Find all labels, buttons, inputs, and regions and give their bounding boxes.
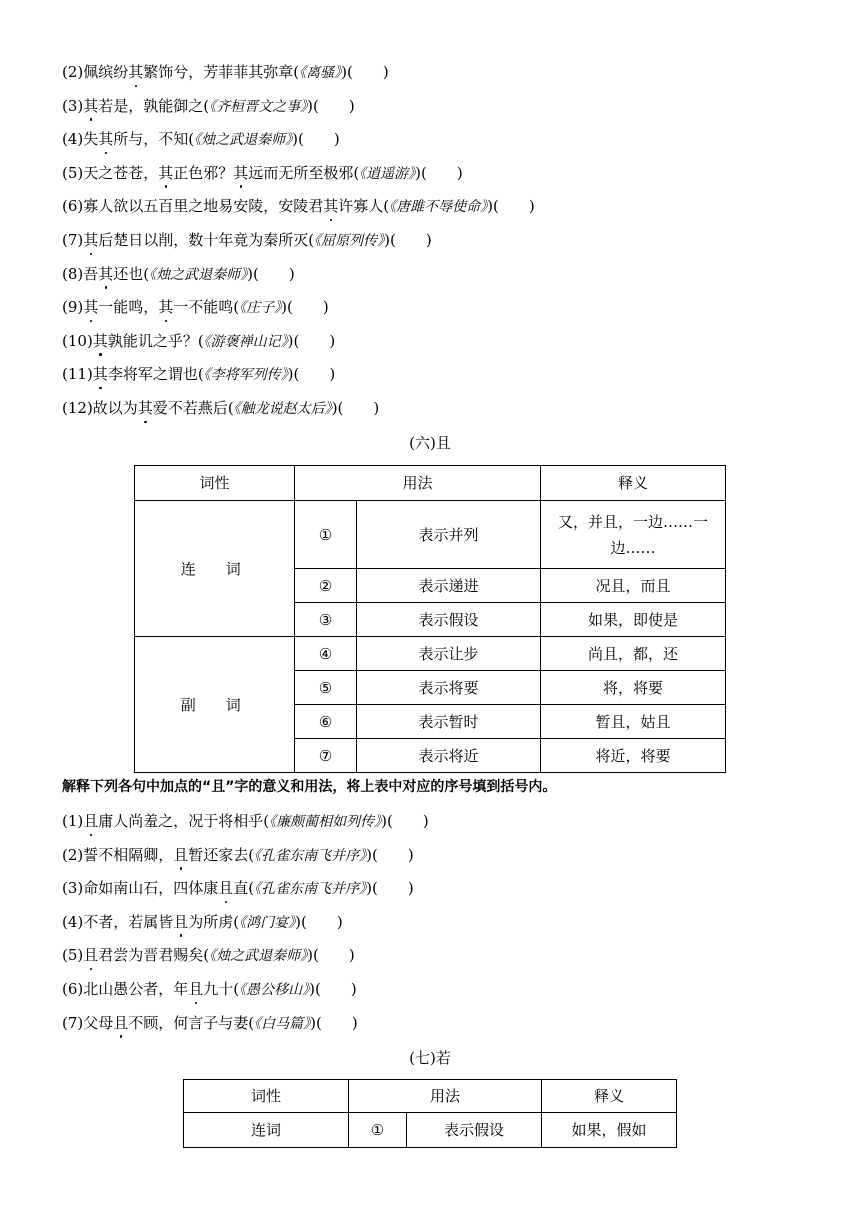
- usage-desc: 表示将要: [357, 671, 541, 705]
- source-title: 《愚公移山》: [239, 982, 310, 998]
- exercise-sentence: [62, 230, 432, 251]
- source-title: 《烛之武退秦师》: [209, 948, 308, 965]
- source-title: 《游褒禅山记》: [203, 333, 288, 350]
- dotted-word: 且: [83, 946, 99, 965]
- sentence-text: 许寡人(: [338, 197, 390, 216]
- sentence-text: 誓不相隔卿，: [83, 845, 174, 864]
- sentence-text: 寡人欲以五百里之地易安陵，安陵君: [83, 197, 324, 216]
- exercise-sentence: [62, 845, 414, 866]
- source-title: 《屈原列传》: [314, 233, 385, 249]
- usage-meaning: 将近，将要: [541, 739, 726, 773]
- dotted-word: 其: [83, 231, 99, 249]
- source-title: 《廉颇蔺相如列传》: [269, 814, 382, 830]
- sentence-text: 父母: [83, 1013, 114, 1032]
- sentence-number: (4): [62, 912, 84, 931]
- answer-blank: )( ): [331, 399, 380, 417]
- sentence-text: 后楚日以削，数十年竟为秦所灭(: [98, 231, 315, 249]
- sentence-text: 正色邪？: [173, 163, 234, 182]
- dotted-word: 其: [158, 163, 174, 182]
- usage-number: ①: [349, 1113, 407, 1148]
- dotted-word: 且: [188, 980, 204, 998]
- sentence-text: 不者，若属皆: [83, 912, 174, 931]
- answer-blank: )( ): [381, 812, 429, 830]
- dotted-word: 且: [113, 1013, 129, 1032]
- answer-blank: )( ): [307, 96, 355, 115]
- sentence-text: 为所虏(: [188, 912, 240, 931]
- exercise-sentence: [62, 398, 379, 419]
- usage-meaning: 将，将要: [541, 671, 726, 705]
- sentence-text: 佩缤纷: [83, 63, 129, 81]
- exercise-sentence: [62, 264, 295, 285]
- usage-desc: 表示暂时: [357, 705, 541, 739]
- source-title: 《孔雀东南飞并序》: [254, 847, 367, 864]
- source-title: 《齐桓晋文之事》: [209, 98, 308, 115]
- source-title: 《触龙说赵太后》: [233, 401, 332, 417]
- usage-number: ⑥: [295, 705, 357, 739]
- answer-blank: )( ): [487, 197, 535, 216]
- dotted-word: 且: [218, 879, 234, 898]
- dotted-word: 且: [173, 845, 189, 864]
- usage-number: ⑤: [295, 671, 357, 705]
- category-adverb: 副 词: [135, 637, 295, 773]
- exercise-sentence: [62, 196, 535, 217]
- category-conjunction: 连词: [184, 1113, 349, 1148]
- sentence-text: 远而无所至极邪(: [248, 163, 360, 182]
- sentence-text: 不顾，何言子与妻(: [128, 1013, 255, 1032]
- answer-blank: )( ): [307, 946, 355, 965]
- exercise-sentence: [62, 1013, 358, 1034]
- sentence-text: 吾: [83, 264, 99, 283]
- category-conjunction: 连 词: [135, 501, 295, 637]
- table-header-usage: 用法: [349, 1080, 542, 1113]
- exercise-sentence: [62, 912, 343, 933]
- usage-number: ③: [295, 603, 357, 637]
- answer-blank: )( ): [310, 1013, 358, 1032]
- dotted-word: 其: [92, 331, 108, 350]
- usage-meaning: 如果，假如: [542, 1113, 677, 1148]
- sentence-number: (2): [62, 845, 84, 864]
- source-title: 《逍遥游》: [359, 165, 416, 182]
- exercise-sentence: [62, 62, 389, 83]
- exercise-sentence: [62, 979, 357, 1000]
- source-title: 《鸿门宴》: [239, 914, 296, 931]
- exercise-sentence: [62, 945, 355, 966]
- usage-number: ④: [295, 637, 357, 671]
- answer-blank: )( ): [295, 912, 343, 931]
- table-header-pos: 词性: [184, 1080, 349, 1113]
- usage-number: ②: [295, 569, 357, 603]
- sentence-text: 一不能鸣(: [173, 298, 240, 317]
- answer-blank: )( ): [247, 264, 295, 283]
- usage-desc: 表示将近: [357, 739, 541, 773]
- sentence-number: (10): [62, 331, 93, 350]
- table-header-pos: 词性: [135, 466, 295, 501]
- usage-desc: 表示并列: [357, 501, 541, 569]
- sentence-text: 繁饰兮，芳菲菲其弥章(: [143, 63, 300, 81]
- answer-blank: )( ): [415, 163, 463, 182]
- sentence-number: (7): [62, 231, 84, 249]
- sentence-number: (6): [62, 197, 84, 216]
- table-header-usage: 用法: [295, 466, 541, 501]
- dotted-word: 且: [83, 812, 99, 830]
- dotted-word: 其: [323, 197, 339, 216]
- sentence-number: (3): [62, 879, 84, 898]
- sentence-text: 所与，不知(: [113, 130, 195, 149]
- section-title-qie: (六)且: [409, 434, 451, 452]
- sentence-number: (5): [62, 946, 84, 965]
- answer-blank: )( ): [281, 298, 329, 317]
- ruo-usage-table: [183, 1079, 677, 1148]
- usage-meaning: 暂且，姑且: [541, 705, 726, 739]
- sentence-text: 一能鸣，: [98, 298, 159, 317]
- sentence-text: 天之苍苍，: [83, 163, 159, 182]
- usage-meaning: 况且，而且: [541, 569, 726, 603]
- exercise-sentence: [62, 163, 463, 184]
- usage-number: ①: [295, 501, 357, 569]
- sentence-number: (9): [62, 298, 84, 317]
- sentence-number: (12): [62, 399, 93, 417]
- table-header-meaning: 释义: [541, 466, 726, 501]
- answer-blank: )( ): [287, 365, 336, 384]
- sentence-text: 爱不若燕后(: [152, 399, 234, 417]
- usage-desc: 表示让步: [357, 637, 541, 671]
- sentence-text: 直(: [233, 879, 255, 898]
- source-title: 《离骚》: [299, 65, 342, 81]
- section-title-ruo: (七)若: [409, 1049, 451, 1067]
- usage-desc: 表示假设: [357, 603, 541, 637]
- dotted-word: 其: [98, 264, 114, 283]
- exercise-sentence: [62, 297, 329, 318]
- dotted-word: 其: [83, 96, 99, 115]
- dotted-word: 其: [98, 130, 114, 149]
- sentence-text: 命如南山石，四体康: [83, 879, 219, 898]
- answer-blank: )( ): [292, 130, 340, 149]
- source-title: 《唐雎不辱使命》: [389, 199, 488, 216]
- source-title: 《烛之武退秦师》: [194, 132, 293, 149]
- exercise-sentence: [62, 129, 340, 150]
- sentence-text: 北山愚公者，年: [83, 980, 189, 998]
- sentence-number: (6): [62, 980, 84, 998]
- sentence-number: (2): [62, 63, 84, 81]
- source-title: 《烛之武退秦师》: [149, 266, 248, 283]
- sentence-number: (1): [62, 812, 84, 830]
- source-title: 《李将军列传》: [203, 367, 288, 384]
- answer-blank: )( ): [384, 231, 432, 249]
- answer-blank: )( ): [366, 879, 414, 898]
- sentence-text: 庸人尚羞之，况于将相乎(: [98, 812, 270, 830]
- dotted-word: 其: [128, 63, 144, 81]
- usage-meaning: 尚且，都，还: [541, 637, 726, 671]
- dotted-word: 其: [137, 399, 153, 417]
- sentence-text: 若是，孰能御之(: [98, 96, 210, 115]
- source-title: 《庄子》: [239, 300, 282, 317]
- sentence-number: (11): [62, 365, 93, 384]
- table-header-meaning: 释义: [542, 1080, 677, 1113]
- answer-blank: )( ): [366, 845, 414, 864]
- usage-meaning: 如果，即使是: [541, 603, 726, 637]
- dotted-word: 其: [92, 365, 108, 384]
- sentence-text: 孰能讥之乎？(: [107, 331, 204, 350]
- usage-meaning: 又，并且，一边……一边……: [541, 501, 726, 569]
- exercise-sentence: [62, 364, 335, 385]
- sentence-text: 李将军之谓也(: [107, 365, 204, 384]
- sentence-text: 君尝为晋君赐矣(: [98, 946, 210, 965]
- sentence-text: 九十(: [203, 980, 240, 998]
- dotted-word: 其: [158, 298, 174, 317]
- exercise-sentence: [62, 811, 429, 832]
- exercise-sentence: [62, 878, 414, 899]
- source-title: 《孔雀东南飞并序》: [254, 881, 367, 898]
- sentence-number: (4): [62, 130, 84, 149]
- sentence-text: 暂还家去(: [188, 845, 255, 864]
- source-title: 《白马篇》: [254, 1015, 311, 1032]
- answer-blank: )( ): [341, 63, 389, 81]
- usage-desc: 表示假设: [407, 1113, 542, 1148]
- answer-blank: )( ): [309, 980, 357, 998]
- sentence-number: (5): [62, 163, 84, 182]
- sentence-text: 还也(: [113, 264, 150, 283]
- usage-number: ⑦: [295, 739, 357, 773]
- sentence-number: (7): [62, 1013, 84, 1032]
- exercise-sentence: [62, 96, 355, 117]
- sentence-number: (8): [62, 264, 84, 283]
- exercise-instruction: 解释下列各句中加点的“且”字的意义和用法，将上表中对应的序号填到括号内。: [62, 779, 557, 795]
- sentence-number: (3): [62, 96, 84, 115]
- answer-blank: )( ): [287, 331, 336, 350]
- usage-desc: 表示递进: [357, 569, 541, 603]
- exercise-sentence: [62, 331, 335, 352]
- sentence-text: 失: [83, 130, 99, 149]
- qie-usage-table: [134, 465, 726, 773]
- sentence-text: 故以为: [92, 399, 138, 417]
- dotted-word: 其: [233, 163, 249, 182]
- dotted-word: 其: [83, 298, 99, 317]
- dotted-word: 且: [173, 912, 189, 931]
